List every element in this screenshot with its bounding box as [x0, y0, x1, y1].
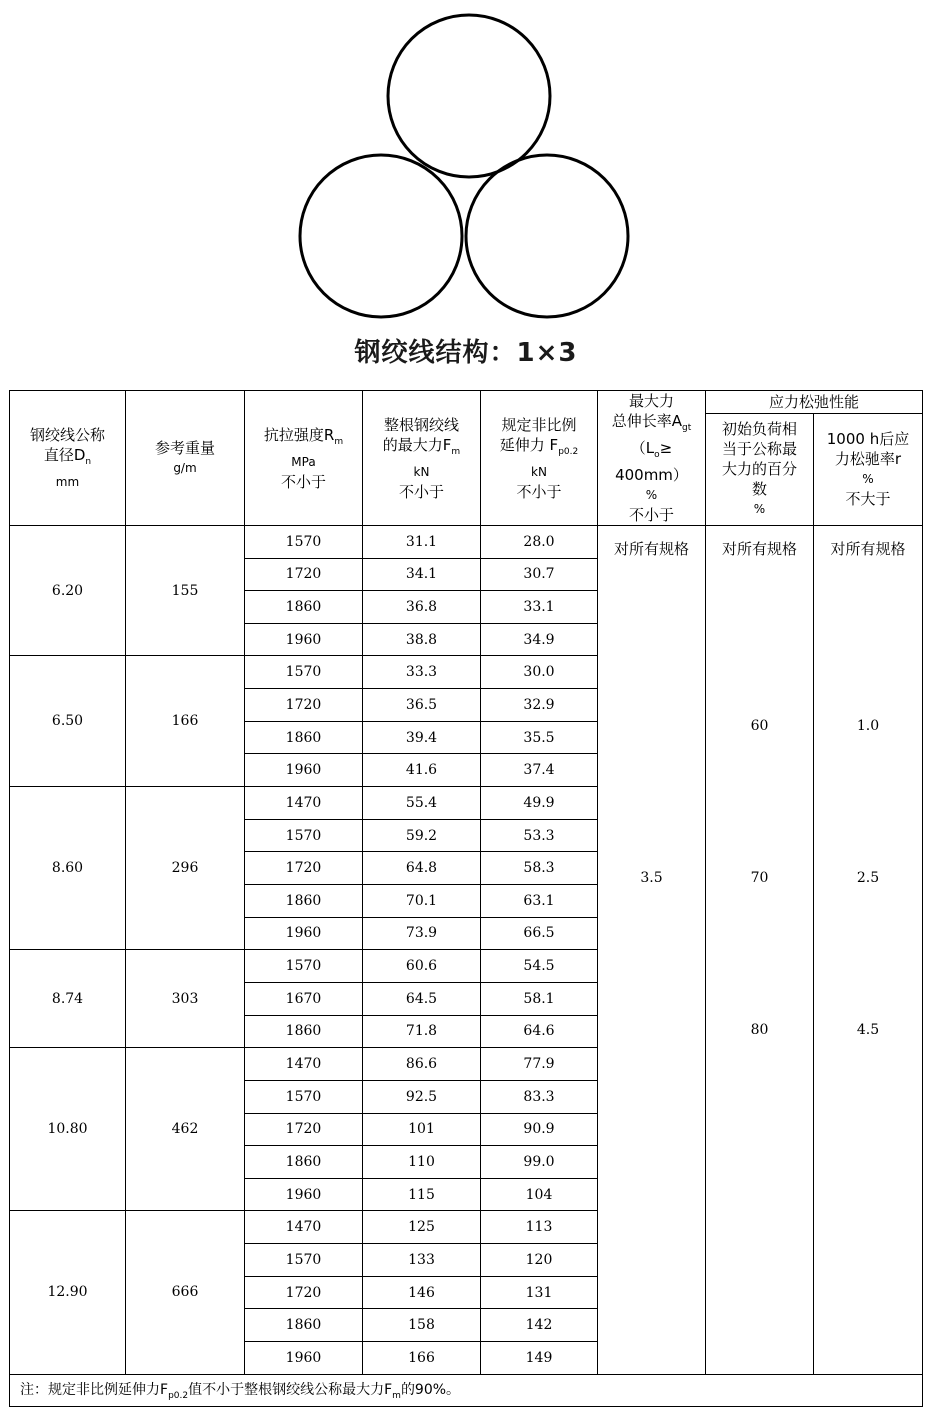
- header-elongation: 最大力 总伸长率$A_{gt}$ （$L_o\ge$ 400mm） % 不小于: [598, 391, 706, 526]
- relax-initial-60: 60: [750, 718, 769, 734]
- cell-weight: 155: [126, 526, 245, 656]
- cell-max-force: 64.8: [363, 852, 481, 885]
- cell-max-force: 86.6: [363, 1048, 481, 1081]
- cell-weight: 666: [126, 1211, 245, 1374]
- cell-max-force: 60.6: [363, 950, 481, 983]
- cell-elongation: [598, 526, 706, 1375]
- cell-relax-rate: [814, 526, 923, 1375]
- cell-strength: 1470: [245, 1048, 363, 1081]
- cell-nonprop-force: 28.0: [481, 526, 598, 559]
- strand-wire-left: [300, 155, 462, 317]
- steel-strand-spec-table: [9, 390, 923, 1407]
- strand-structure-diagram: [0, 0, 932, 385]
- cell-strength: 1860: [245, 1146, 363, 1179]
- cell-max-force: 125: [363, 1211, 481, 1244]
- cell-nonprop-force: 54.5: [481, 950, 598, 983]
- cell-strength: 1570: [245, 1080, 363, 1113]
- cell-strength: 1470: [245, 1211, 363, 1244]
- cell-nonprop-force: 34.9: [481, 623, 598, 656]
- cell-strength: 1720: [245, 1113, 363, 1146]
- cell-strength: 1670: [245, 982, 363, 1015]
- cell-diameter: 6.20: [10, 526, 126, 656]
- cell-max-force: 92.5: [363, 1080, 481, 1113]
- cell-nonprop-force: 58.3: [481, 852, 598, 885]
- cell-nonprop-force: 83.3: [481, 1080, 598, 1113]
- header-relax-initial: 初始负荷相 当于公称最 大力的百分 数 %: [706, 413, 814, 526]
- cell-diameter: 8.60: [10, 786, 126, 949]
- strand-wire-top: [388, 15, 550, 177]
- header-weight: 参考重量 g/m: [126, 391, 245, 526]
- cell-nonprop-force: 33.1: [481, 591, 598, 624]
- relax-initial-80: 80: [750, 1022, 769, 1038]
- strand-wire-right: [466, 155, 628, 317]
- cell-max-force: 39.4: [363, 721, 481, 754]
- cell-max-force: 101: [363, 1113, 481, 1146]
- cell-max-force: 110: [363, 1146, 481, 1179]
- table-row: [10, 526, 923, 559]
- cell-max-force: 36.5: [363, 689, 481, 722]
- header-max-force: 整根钢绞线 的最大力$F_m$ kN 不小于: [363, 391, 481, 526]
- cell-nonprop-force: 35.5: [481, 721, 598, 754]
- cell-max-force: 59.2: [363, 819, 481, 852]
- cell-nonprop-force: 90.9: [481, 1113, 598, 1146]
- cell-strength: 1860: [245, 884, 363, 917]
- header-diameter: 钢绞线公称 直径$D_n$ mm: [10, 391, 126, 526]
- cell-nonprop-force: 30.7: [481, 558, 598, 591]
- cell-nonprop-force: 58.1: [481, 982, 598, 1015]
- cell-strength: 1720: [245, 558, 363, 591]
- table-footnote: 注：规定非比例延伸力$F_{p0.2}$值不小于整根钢绞线公称最大力$F_m$的90%。: [10, 1374, 923, 1406]
- cell-nonprop-force: 142: [481, 1309, 598, 1342]
- cell-weight: 296: [126, 786, 245, 949]
- cell-nonprop-force: 99.0: [481, 1146, 598, 1179]
- all-specs-label: 对所有规格: [613, 540, 689, 558]
- cell-nonprop-force: 49.9: [481, 786, 598, 819]
- header-relaxation-group: 应力松弛性能: [706, 391, 923, 414]
- cell-max-force: 38.8: [363, 623, 481, 656]
- cell-max-force: 36.8: [363, 591, 481, 624]
- cell-max-force: 73.9: [363, 917, 481, 950]
- cell-max-force: 41.6: [363, 754, 481, 787]
- cell-nonprop-force: 32.9: [481, 689, 598, 722]
- cell-strength: 1470: [245, 786, 363, 819]
- cell-max-force: 31.1: [363, 526, 481, 559]
- cell-max-force: 133: [363, 1244, 481, 1277]
- cell-max-force: 70.1: [363, 884, 481, 917]
- header-tensile: 抗拉强度$R_m$ MPa 不小于: [245, 391, 363, 526]
- cell-strength: 1570: [245, 950, 363, 983]
- cell-strength: 1960: [245, 917, 363, 950]
- cell-strength: 1960: [245, 1342, 363, 1375]
- relax-initial-70: 70: [750, 870, 769, 886]
- cell-strength: 1960: [245, 754, 363, 787]
- all-specs-label: 对所有规格: [721, 540, 797, 558]
- cell-nonprop-force: 64.6: [481, 1015, 598, 1048]
- cell-strength: 1570: [245, 819, 363, 852]
- cell-max-force: 158: [363, 1309, 481, 1342]
- cell-weight: 462: [126, 1048, 245, 1211]
- elongation-value: 3.5: [640, 870, 663, 886]
- cell-nonprop-force: 131: [481, 1276, 598, 1309]
- cell-nonprop-force: 63.1: [481, 884, 598, 917]
- cell-relax-initial: [706, 526, 814, 1375]
- cell-nonprop-force: 30.0: [481, 656, 598, 689]
- cell-nonprop-force: 113: [481, 1211, 598, 1244]
- cell-weight: 303: [126, 950, 245, 1048]
- cell-max-force: 146: [363, 1276, 481, 1309]
- cell-strength: 1860: [245, 591, 363, 624]
- cell-max-force: 64.5: [363, 982, 481, 1015]
- cell-diameter: 12.90: [10, 1211, 126, 1374]
- cell-strength: 1860: [245, 721, 363, 754]
- cell-weight: 166: [126, 656, 245, 787]
- cell-nonprop-force: 120: [481, 1244, 598, 1277]
- cell-nonprop-force: 104: [481, 1178, 598, 1211]
- cell-nonprop-force: 77.9: [481, 1048, 598, 1081]
- cell-nonprop-force: 53.3: [481, 819, 598, 852]
- header-nonprop-force: 规定非比例 延伸力 $F_{p0.2}$ kN 不小于: [481, 391, 598, 526]
- all-specs-label: 对所有规格: [830, 540, 906, 558]
- relax-rate-3: 4.5: [856, 1022, 880, 1038]
- diagram-caption: 钢绞线结构：1×3: [354, 338, 578, 368]
- cell-max-force: 115: [363, 1178, 481, 1211]
- cell-strength: 1720: [245, 852, 363, 885]
- cell-strength: 1720: [245, 1276, 363, 1309]
- relax-rate-1: 1.0: [856, 718, 880, 734]
- header-relax-rate: 1000 h后应 力松驰率r % 不大于: [814, 413, 923, 526]
- cell-max-force: 71.8: [363, 1015, 481, 1048]
- cell-nonprop-force: 37.4: [481, 754, 598, 787]
- cell-nonprop-force: 66.5: [481, 917, 598, 950]
- cell-nonprop-force: 149: [481, 1342, 598, 1375]
- cell-diameter: 10.80: [10, 1048, 126, 1211]
- cell-diameter: 8.74: [10, 950, 126, 1048]
- cell-strength: 1570: [245, 1244, 363, 1277]
- cell-strength: 1570: [245, 656, 363, 689]
- cell-diameter: 6.50: [10, 656, 126, 787]
- cell-strength: 1860: [245, 1309, 363, 1342]
- cell-strength: 1720: [245, 689, 363, 722]
- cell-strength: 1960: [245, 623, 363, 656]
- cell-max-force: 33.3: [363, 656, 481, 689]
- cell-strength: 1960: [245, 1178, 363, 1211]
- relax-rate-2: 2.5: [856, 870, 880, 886]
- cell-strength: 1860: [245, 1015, 363, 1048]
- cell-max-force: 55.4: [363, 786, 481, 819]
- cell-strength: 1570: [245, 526, 363, 559]
- cell-max-force: 166: [363, 1342, 481, 1375]
- cell-max-force: 34.1: [363, 558, 481, 591]
